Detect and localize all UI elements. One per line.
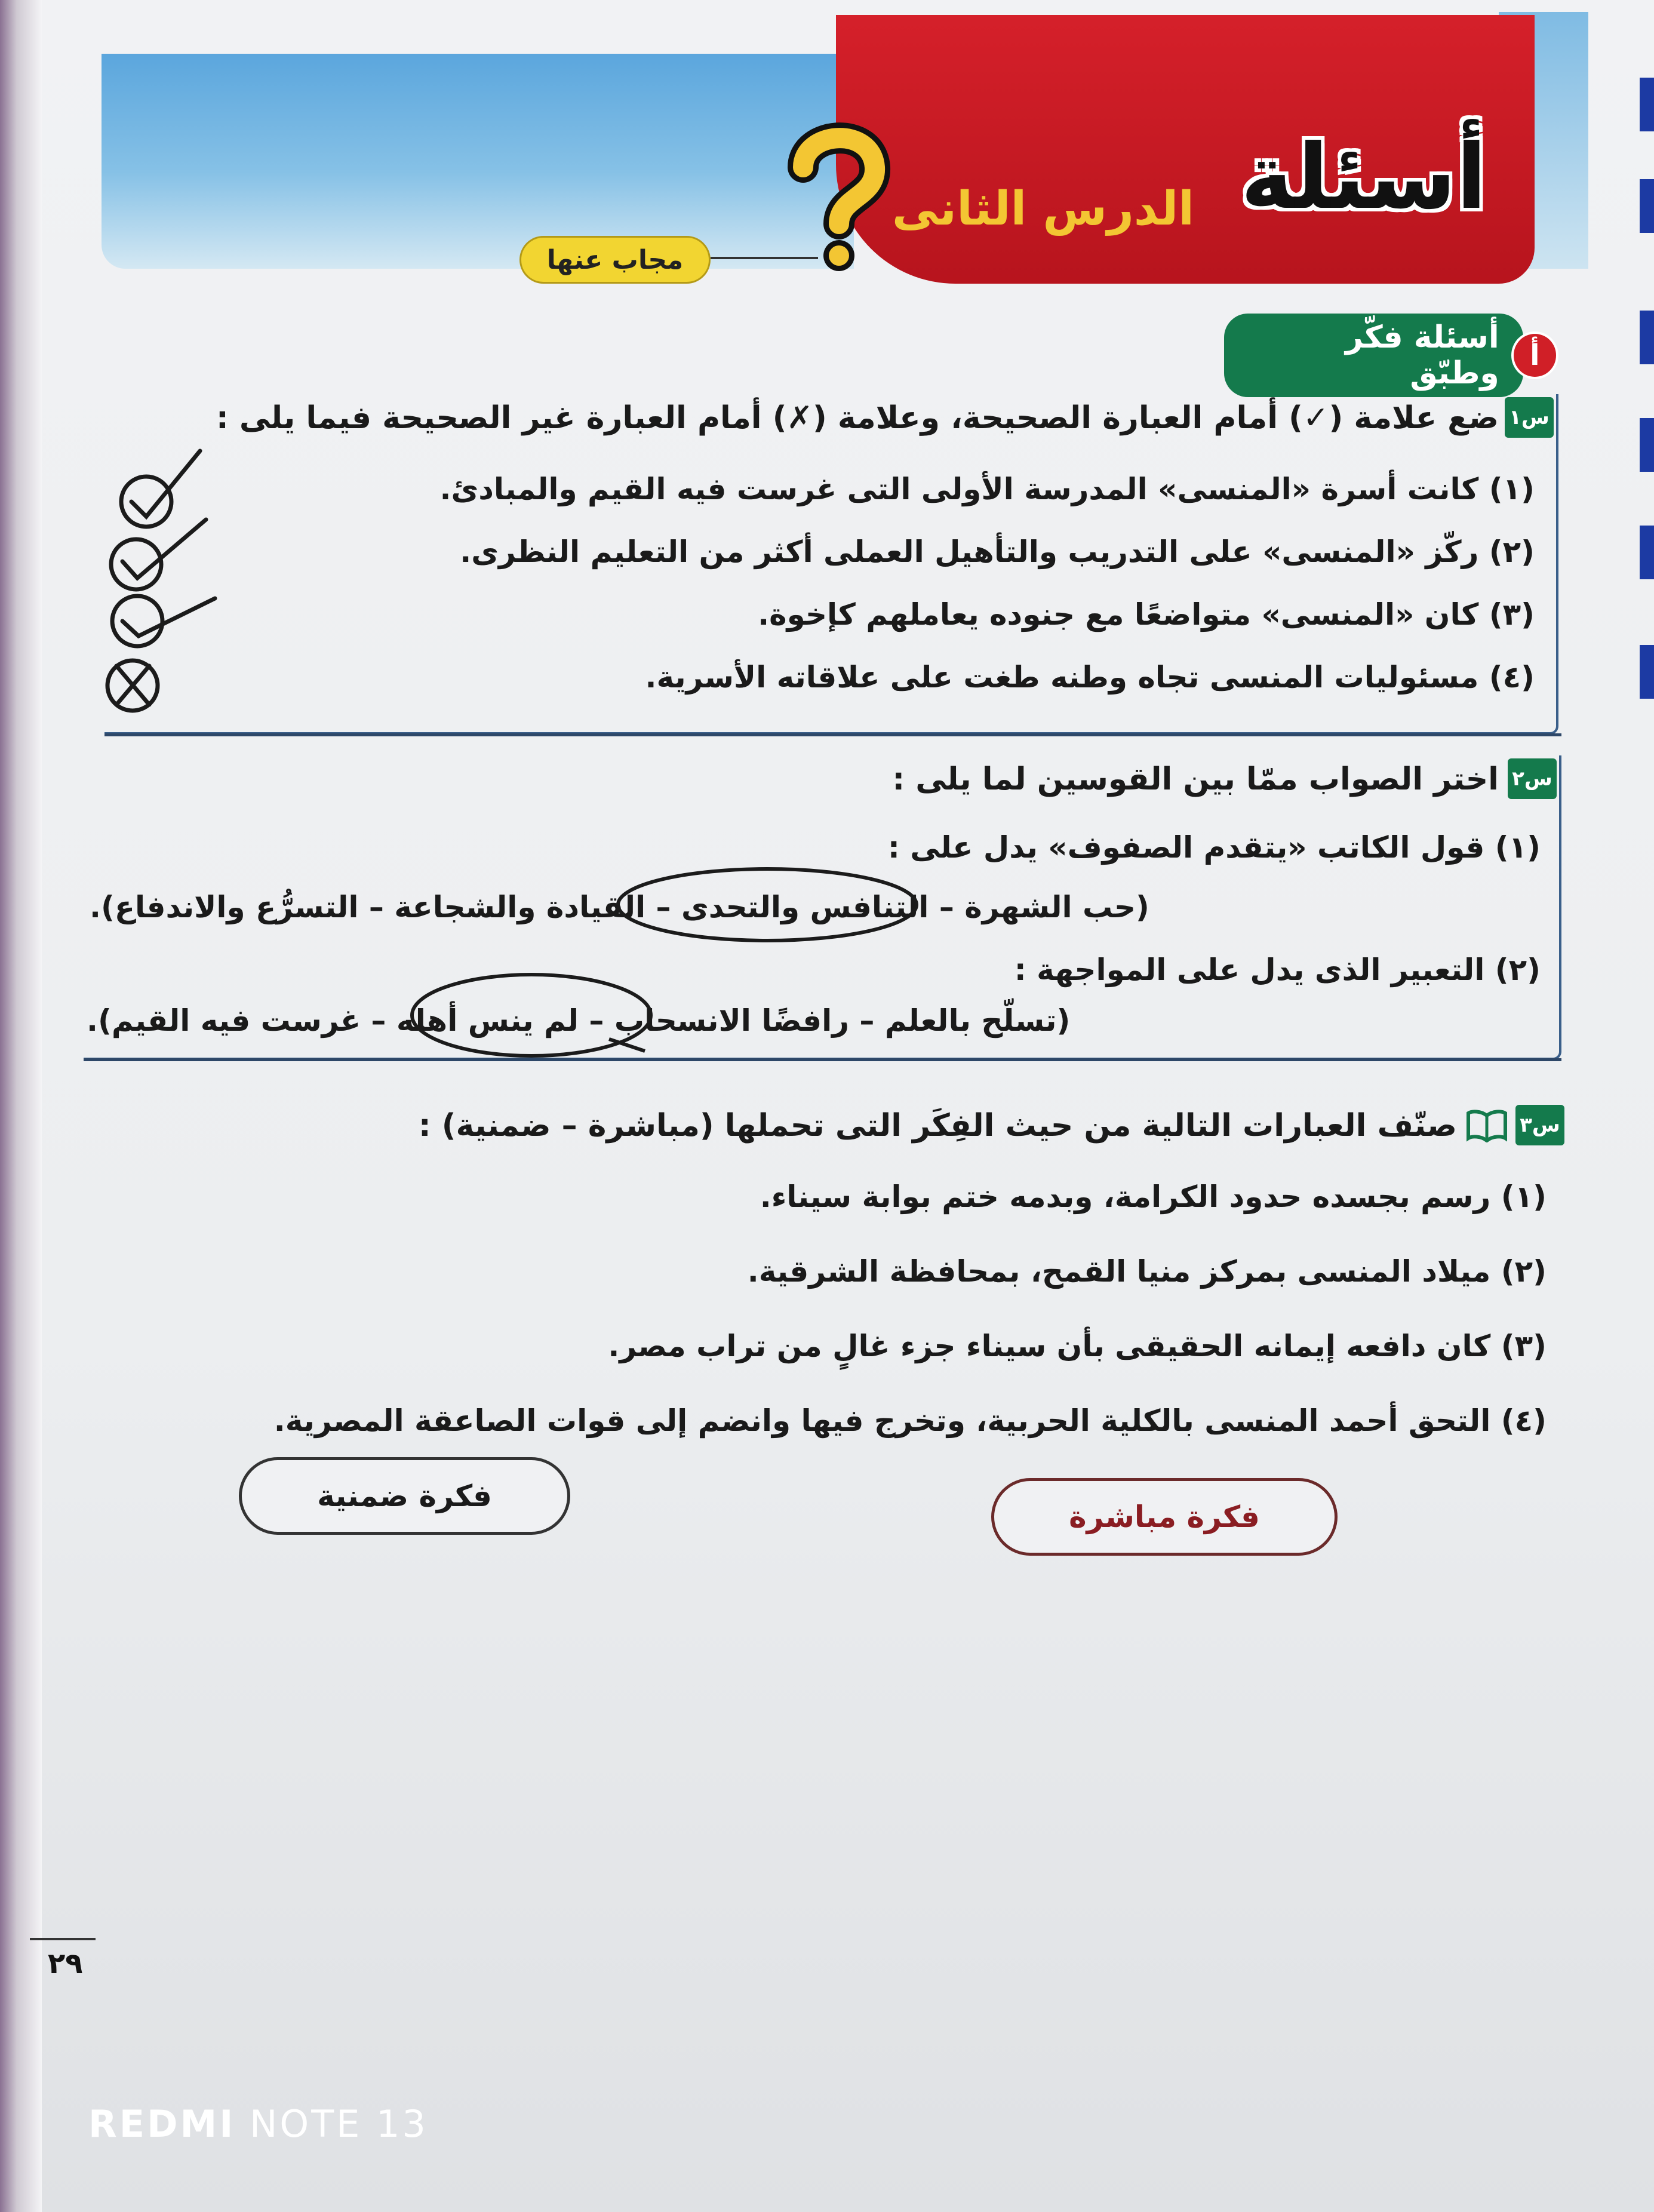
- q2-divider: [84, 1058, 1561, 1061]
- page-title: أسئلة: [1240, 125, 1487, 229]
- q3-item-4: (٤) التحق أحمد المنسى بالكلية الحربية، وتخرج فيها وانضم إلى قوات الصاعقة المصرية.: [273, 1403, 1547, 1438]
- header-banner-blue: [102, 54, 854, 269]
- answered-badge: مجاب عنها: [519, 236, 711, 284]
- page-number: ٢٩: [48, 1947, 83, 1980]
- section-a-header: [1224, 319, 1558, 391]
- badge-connector: [711, 257, 818, 259]
- watermark-brand: REDMI: [88, 2102, 236, 2146]
- watermark-model: NOTE 13: [250, 2102, 428, 2146]
- q2-prompt: اختر الصواب ممّا بين القوسين لما يلى :: [892, 761, 1499, 797]
- handwritten-marks: [96, 442, 239, 729]
- q1-item-3: (٣) كان «المنسى» متواضعًا مع جنوده يعاملهم كإخوة.: [758, 597, 1535, 632]
- book-icon: [1466, 1110, 1508, 1142]
- q2-item-1-stem: (١) قول الكاتب «يتقدم الصفوف» يدل على :: [887, 830, 1541, 865]
- q2-item-1-options: (حب الشهرة – التنافس والتحدى – القيادة والشجاعة – التسرُّع والاندفاع).: [90, 890, 1149, 924]
- lesson-subtitle: الدرس الثانى: [891, 182, 1194, 236]
- q3-item-2: (٢) ميلاد المنسى بمركز منيا القمح، بمحافظة الشرقية.: [747, 1254, 1547, 1289]
- q1-item-1: (١) كانت أسرة «المنسى» المدرسة الأولى التى غرست فيه القيم والمبادئ.: [439, 472, 1535, 506]
- q3-item-1: (١) رسم بجسده حدود الكرامة، وبدمه ختم بوابة سيناء.: [760, 1179, 1547, 1214]
- book-spine-edge: [0, 0, 42, 2212]
- q3-item-3: (٣) كان دافعه إيمانه الحقيقى بأن سيناء جزء غالٍ من تراب مصر.: [608, 1329, 1547, 1363]
- q2-item-2-options: (تسلّح بالعلم – رافضًا الانسحاب – لم ينس أهله – غرست فيه القيم).: [87, 1003, 1071, 1038]
- page-number-rule: [30, 1938, 96, 1940]
- q1-tag: س١: [1505, 397, 1554, 438]
- handwritten-circles: [299, 854, 1015, 1081]
- camera-watermark: [88, 2102, 428, 2146]
- question-mark-icon: [776, 119, 896, 275]
- column-header-direct: فكرة مباشرة: [991, 1478, 1338, 1556]
- q1-divider: [104, 733, 1561, 736]
- q3-prompt: صنّف العبارات التالية من حيث الفِكَر التى تحملها (مباشرة – ضمنية) :: [418, 1108, 1457, 1144]
- q1-item-2: (٢) ركّز «المنسى» على التدريب والتأهيل العملى أكثر من التعليم النظرى.: [460, 534, 1535, 569]
- section-label: أسئلة فكّر وطبّق: [1224, 314, 1523, 397]
- q1-prompt: ضع علامة (✓) أمام العبارة الصحيحة، وعلامة (✗) أمام العبارة غير الصحيحة فيما يلى :: [216, 400, 1499, 436]
- column-header-implicit: فكرة ضمنية: [239, 1457, 570, 1535]
- q1-item-4: (٤) مسئوليات المنسى تجاه وطنه طغت على علاقاته الأسرية.: [645, 660, 1535, 695]
- q2-tag: س٢: [1508, 758, 1557, 799]
- q3-tag: س٣: [1515, 1105, 1564, 1145]
- section-letter: أ: [1511, 331, 1558, 379]
- q2-item-2-stem: (٢) التعبير الذى يدل على المواجهة :: [1014, 953, 1541, 987]
- page-side-marks: [1633, 0, 1654, 2212]
